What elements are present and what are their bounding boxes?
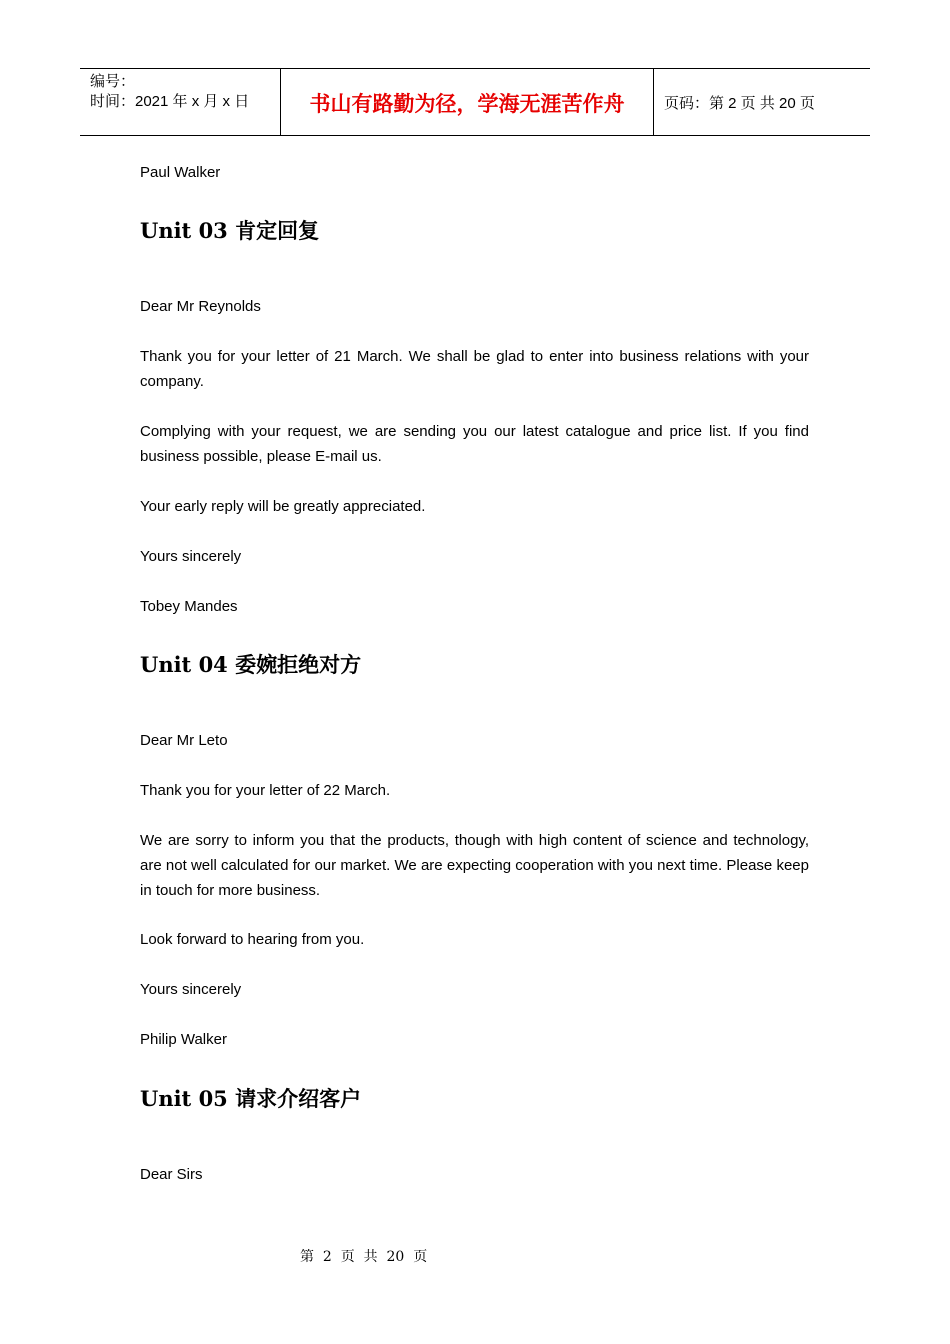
page-footer xyxy=(0,1246,950,1266)
signature-tobey-mandes: Tobey Mandes xyxy=(140,598,238,615)
footer-page-number: 第 2 页 共 20 页 xyxy=(300,1249,428,1265)
paragraph-thank-you-22-march: Thank you for your letter of 22 March. xyxy=(140,782,391,799)
number-label: 编号： xyxy=(90,73,136,90)
time-label: 时间：2021 年 x 月 x 日 xyxy=(90,93,250,110)
signature-paul-walker: Paul Walker xyxy=(140,164,221,181)
paragraph-thank-you-21-march: Thank you for your letter of 21 March. We shall be glad to enter into business relations with your company. xyxy=(140,348,809,390)
salutation-reynolds: Dear Mr Reynolds xyxy=(140,298,261,315)
signature-philip-walker: Philip Walker xyxy=(140,1031,227,1048)
heading-unit-04: Unit 04 委婉拒绝对方 xyxy=(140,652,362,677)
paragraph-complying: Complying with your request, we are sending you our latest catalogue and price list. If you find business possible, please E-mail us. xyxy=(140,423,809,465)
header-motto: 书山有路勤为径，学海无涯苦作舟 xyxy=(281,69,654,135)
header-meta xyxy=(80,69,281,135)
closing-yours-sincerely-2: Yours sincerely xyxy=(140,981,242,998)
header-page-label: 页码：第 2 页 共 20 页 xyxy=(664,94,815,112)
page-header xyxy=(80,68,870,136)
salutation-dear-sirs: Dear Sirs xyxy=(140,1166,203,1183)
heading-unit-05: Unit 05 请求介绍客户 xyxy=(140,1086,362,1111)
heading-unit-03: Unit 03 肯定回复 xyxy=(140,218,320,243)
salutation-leto: Dear Mr Leto xyxy=(140,732,228,749)
closing-yours-sincerely-1: Yours sincerely xyxy=(140,548,242,565)
paragraph-sorry-to-inform: We are sorry to inform you that the products, though with high content of science and technology, are not well calculated for our market. We are expecting cooperation with you next time. Please keep in touch for more business. xyxy=(140,832,809,899)
paragraph-look-forward: Look forward to hearing from you. xyxy=(140,931,365,948)
paragraph-early-reply: Your early reply will be greatly appreciated. xyxy=(140,498,426,515)
